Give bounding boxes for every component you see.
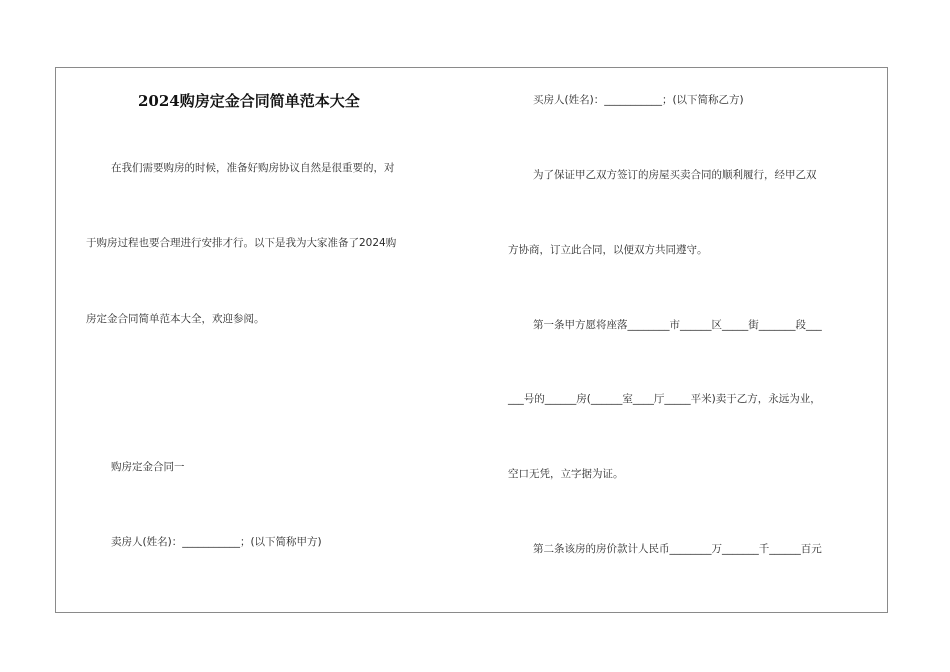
contract-heading-1: 购房定金合同一 [111, 461, 185, 473]
seller-name-line: 卖房人(姓名)：___________；(以下简称甲方) [111, 536, 322, 548]
article-1-line-2: ___号的______房(______室____厅_____平米)卖于乙方，永远为业， [508, 393, 821, 405]
document-page [55, 67, 888, 613]
article-1-line-3: 空口无凭，立字据为证。 [508, 468, 624, 480]
article-2-line-1: 第二条该房的房价款计人民币________万_______千______百元 [533, 543, 822, 555]
document-title: 2024购房定金合同简单范本大全 [138, 92, 360, 110]
right-paragraph-line-2: 方协商，订立此合同，以便双方共同遵守。 [508, 244, 708, 256]
right-paragraph-line-1: 为了保证甲乙双方签订的房屋买卖合同的顺利履行，经甲乙双 [533, 169, 817, 181]
left-paragraph-line-3: 房定金合同简单范本大全，欢迎参阅。 [86, 313, 265, 325]
buyer-name-line: 买房人(姓名)：___________；(以下简称乙方) [533, 94, 744, 106]
left-paragraph-line-2: 于购房过程也要合理进行安排才行。以下是我为大家准备了2024购 [86, 237, 397, 249]
left-paragraph-line-1: 在我们需要购房的时候，准备好购房协议自然是很重要的，对 [111, 162, 395, 174]
article-1-line-1: 第一条甲方愿将座落________市______区_____街_______段___ [533, 319, 822, 331]
